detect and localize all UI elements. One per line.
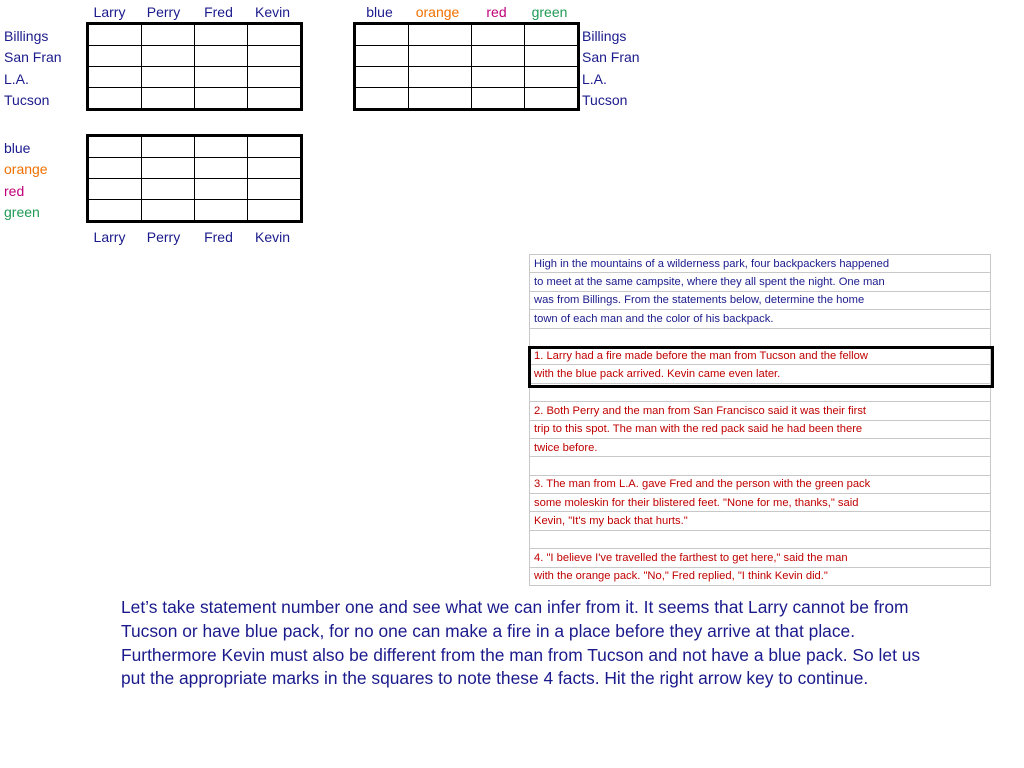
grid-cell[interactable] — [88, 88, 142, 110]
top-person-header-larry: Larry — [93, 4, 126, 20]
grid-cell[interactable] — [355, 24, 409, 46]
puzzle-line: 3. The man from L.A. gave Fred and the person with the green pack — [530, 475, 991, 493]
grid-cell[interactable] — [472, 67, 525, 88]
puzzle-row — [530, 549, 991, 567]
top-person-header-fred: Fred — [204, 4, 233, 20]
puzzle-row — [530, 273, 991, 291]
grid-cell[interactable] — [88, 24, 142, 46]
top-color-header-blue: blue — [366, 4, 393, 20]
puzzle-line: with the blue pack arrived. Kevin came even later. — [530, 365, 991, 383]
left-town-label-san-fran: San Fran — [4, 49, 62, 65]
right-town-label-billings: Billings — [582, 28, 627, 44]
left-color-label-orange: orange — [4, 161, 48, 177]
grid-cell[interactable] — [409, 46, 472, 67]
puzzle-row — [530, 494, 991, 512]
grid-cell[interactable] — [195, 67, 248, 88]
right-town-label-tucson: Tucson — [582, 92, 628, 108]
grid-cell[interactable] — [248, 67, 302, 88]
puzzle-row — [530, 402, 991, 420]
grid-cell[interactable] — [88, 158, 142, 179]
grid-cell[interactable] — [525, 67, 579, 88]
puzzle-row — [530, 291, 991, 309]
puzzle-line: was from Billings. From the statements below, determine the home — [530, 291, 991, 309]
top-color-header-red: red — [486, 4, 507, 20]
grid-cell[interactable] — [142, 24, 195, 46]
person-town-grid — [86, 22, 303, 111]
puzzle-row — [530, 420, 991, 438]
grid-cell[interactable] — [142, 67, 195, 88]
puzzle-row — [530, 383, 991, 401]
grid-cell[interactable] — [248, 136, 302, 158]
left-color-label-green: green — [4, 204, 40, 220]
puzzle-row — [530, 512, 991, 530]
puzzle-row — [530, 255, 991, 273]
puzzle-blank-line — [530, 383, 991, 401]
right-town-label-la: L.A. — [582, 71, 607, 87]
grid-cell[interactable] — [248, 200, 302, 222]
grid-cell[interactable] — [525, 46, 579, 67]
grid-cell[interactable] — [142, 46, 195, 67]
puzzle-line: to meet at the same campsite, where they all spent the night. One man — [530, 273, 991, 291]
puzzle-row — [530, 567, 991, 585]
grid-cell[interactable] — [248, 88, 302, 110]
puzzle-line: 2. Both Perry and the man from San Francisco said it was their first — [530, 402, 991, 420]
grid-cell[interactable] — [142, 88, 195, 110]
grid-cell[interactable] — [409, 24, 472, 46]
puzzle-row — [530, 438, 991, 456]
grid-cell[interactable] — [248, 179, 302, 200]
grid-cell[interactable] — [525, 88, 579, 110]
left-town-label-la: L.A. — [4, 71, 29, 87]
top-color-header-orange: orange — [415, 4, 460, 20]
grid-cell[interactable] — [142, 179, 195, 200]
grid-cell[interactable] — [195, 179, 248, 200]
grid-cell[interactable] — [409, 67, 472, 88]
grid-cell[interactable] — [88, 179, 142, 200]
top-person-header-kevin: Kevin — [254, 4, 291, 20]
puzzle-line: 4. "I believe I've travelled the farthest to get here," said the man — [530, 549, 991, 567]
grid-cell[interactable] — [142, 158, 195, 179]
person-color-grid — [86, 134, 303, 223]
puzzle-blank-line — [530, 328, 991, 346]
puzzle-row — [530, 365, 991, 383]
grid-cell[interactable] — [195, 200, 248, 222]
top-color-header-green: green — [531, 4, 568, 20]
grid-cell[interactable] — [195, 88, 248, 110]
grid-cell[interactable] — [248, 158, 302, 179]
grid-cell[interactable] — [195, 46, 248, 67]
grid-cell[interactable] — [88, 67, 142, 88]
puzzle-row — [530, 310, 991, 328]
color-town-grid — [353, 22, 580, 111]
puzzle-row — [530, 475, 991, 493]
grid-cell[interactable] — [525, 24, 579, 46]
bottom-person-header-kevin: Kevin — [254, 229, 291, 245]
left-color-label-red: red — [4, 183, 25, 199]
grid-cell[interactable] — [355, 46, 409, 67]
puzzle-line: town of each man and the color of his backpack. — [530, 310, 991, 328]
puzzle-row — [530, 457, 991, 475]
grid-cell[interactable] — [195, 24, 248, 46]
grid-cell[interactable] — [142, 200, 195, 222]
puzzle-line: High in the mountains of a wilderness park, four backpackers happened — [530, 255, 991, 273]
grid-cell[interactable] — [355, 88, 409, 110]
puzzle-line: some moleskin for their blistered feet. "None for me, thanks," said — [530, 494, 991, 512]
puzzle-row — [530, 328, 991, 346]
grid-cell[interactable] — [195, 136, 248, 158]
puzzle-line: 1. Larry had a fire made before the man from Tucson and the fellow — [530, 346, 991, 364]
top-person-header-perry: Perry — [146, 4, 181, 20]
left-color-label-blue: blue — [4, 140, 31, 156]
puzzle-line: with the orange pack. "No," Fred replied, "I think Kevin did." — [530, 567, 991, 585]
grid-cell[interactable] — [142, 136, 195, 158]
puzzle-line: twice before. — [530, 438, 991, 456]
bottom-person-header-fred: Fred — [204, 229, 233, 245]
grid-cell[interactable] — [248, 46, 302, 67]
puzzle-row — [530, 346, 991, 364]
grid-cell[interactable] — [88, 136, 142, 158]
puzzle-line: Kevin, "It's my back that hurts." — [530, 512, 991, 530]
left-town-label-tucson: Tucson — [4, 92, 50, 108]
grid-cell[interactable] — [472, 24, 525, 46]
grid-cell[interactable] — [248, 24, 302, 46]
grid-cell[interactable] — [409, 88, 472, 110]
bottom-person-header-larry: Larry — [93, 229, 126, 245]
narration-text: Let’s take statement number one and see what we can infer from it. It seems that Larry cannot be from Tucson or have blue pack, for no one can make a fire in a place before they arrive at that place. Furthermore Kevin must also be different from the man from Tucson and not have a blue pack. So let us put the appropriate marks in the squares to note these 4 facts. Hit the right arrow key to continue. — [121, 597, 921, 689]
grid-cell[interactable] — [355, 67, 409, 88]
grid-cell[interactable] — [472, 46, 525, 67]
grid-cell[interactable] — [88, 200, 142, 222]
left-town-label-billings: Billings — [4, 28, 49, 44]
puzzle-statement-table — [529, 254, 991, 586]
puzzle-row — [530, 530, 991, 548]
right-town-label-san-fran: San Fran — [582, 49, 640, 65]
puzzle-line: trip to this spot. The man with the red pack said he had been there — [530, 420, 991, 438]
grid-cell[interactable] — [472, 88, 525, 110]
bottom-person-header-perry: Perry — [146, 229, 181, 245]
puzzle-blank-line — [530, 530, 991, 548]
grid-cell[interactable] — [88, 46, 142, 67]
puzzle-blank-line — [530, 457, 991, 475]
grid-cell[interactable] — [195, 158, 248, 179]
